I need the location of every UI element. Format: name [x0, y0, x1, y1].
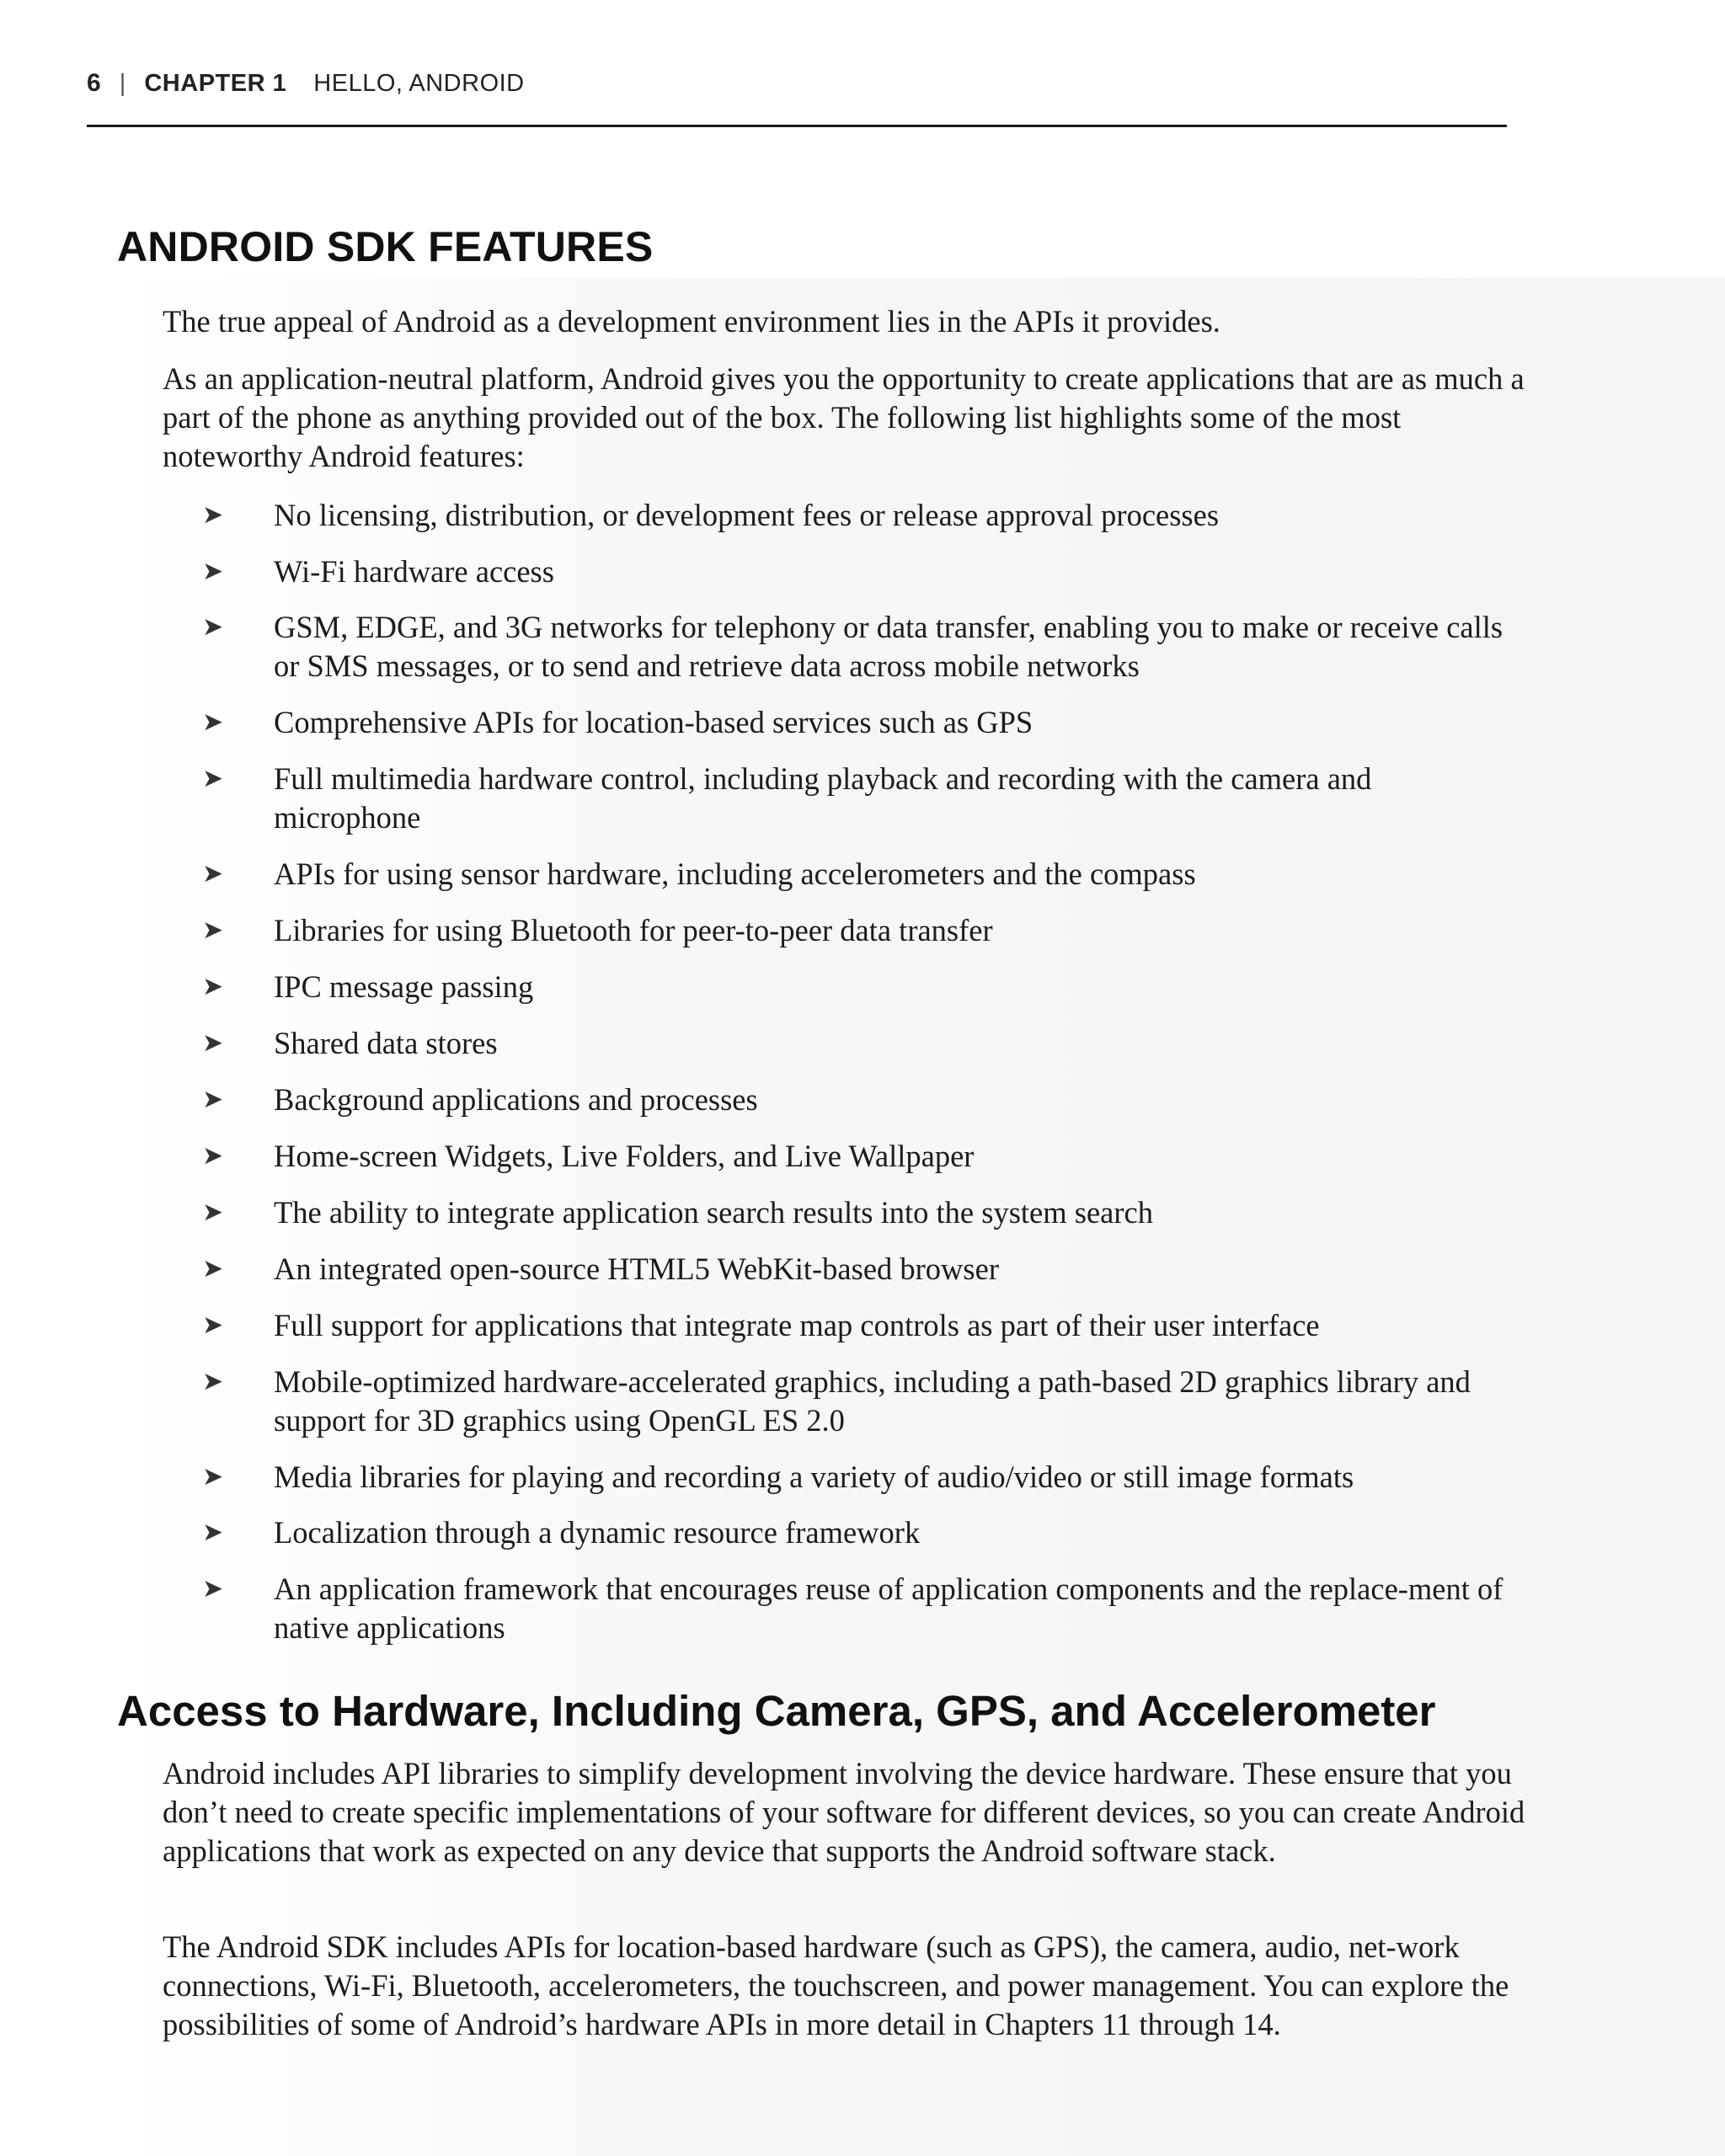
arrow-bullet-icon: ➤ — [202, 1254, 224, 1283]
list-item-text: Wi-Fi hardware access — [274, 554, 554, 589]
arrow-bullet-icon: ➤ — [202, 1028, 224, 1058]
list-item-text: Media libraries for playing and recording a variety of audio/video or still image formats — [274, 1460, 1354, 1494]
list-item-text: Home-screen Widgets, Live Folders, and Live Wallpaper — [274, 1139, 975, 1173]
subsection-title: Access to Hardware, Including Camera, GPS, and Accelerometer — [117, 1687, 1436, 1735]
hardware-paragraph-1: Android includes API libraries to simplify development involving the device hardware. These ensure that you don’t need to create specific implementations of your software for different devices, so you can create Android applications that work as expected on any device that supports the Android software stack. — [163, 1756, 1525, 1868]
section-title: ANDROID SDK FEATURES — [117, 223, 654, 270]
intro-paragraph: The true appeal of Android as a development environment lies in the APIs it provides. — [163, 304, 1220, 339]
arrow-bullet-icon: ➤ — [202, 1085, 224, 1114]
arrow-bullet-icon: ➤ — [202, 1310, 224, 1340]
arrow-bullet-icon: ➤ — [202, 1198, 224, 1227]
hardware-paragraph-2: The Android SDK includes APIs for location-based hardware (such as GPS), the camera, audio, net-work connections, Wi-Fi, Bluetooth, accelerometers, the touchscreen, and power management. You can explore the possibilities of some of Android’s hardware APIs in more detail in Chapters 11 through 14. — [163, 1929, 1509, 2041]
list-item-text: Shared data stores — [274, 1026, 498, 1060]
arrow-bullet-icon: ➤ — [202, 764, 224, 793]
arrow-bullet-icon: ➤ — [202, 915, 224, 945]
arrow-bullet-icon: ➤ — [202, 1574, 224, 1604]
running-head — [87, 69, 525, 98]
list-item-text: Mobile-optimized hardware-accelerated graphics, including a path-based 2D graphics library and support for 3D graphics using OpenGL ES 2.0 — [274, 1364, 1471, 1438]
arrow-bullet-icon: ➤ — [202, 859, 224, 889]
chapter-label: CHAPTER 1 — [144, 70, 287, 97]
header-separator: | — [119, 70, 126, 97]
page-number: 6 — [87, 69, 101, 97]
list-item-text: IPC message passing — [274, 969, 534, 1004]
header-rule — [87, 125, 1507, 127]
arrow-bullet-icon: ➤ — [202, 557, 224, 586]
list-item-text: An application framework that encourages reuse of application components and the replace-ment of native applications — [274, 1572, 1503, 1645]
platform-paragraph: As an application-neutral platform, Android gives you the opportunity to create applications that are as much a part of the phone as anything provided out of the box. The following list highlights some of the most noteworthy Android features: — [163, 361, 1525, 473]
list-item-text: The ability to integrate application search results into the system search — [274, 1195, 1153, 1230]
list-item-text: An integrated open-source HTML5 WebKit-based browser — [274, 1251, 999, 1286]
list-item-text: Full support for applications that integrate map controls as part of their user interface — [274, 1308, 1320, 1342]
list-item-text: Libraries for using Bluetooth for peer-to-peer data transfer — [274, 913, 993, 947]
arrow-bullet-icon: ➤ — [202, 1141, 224, 1171]
arrow-bullet-icon: ➤ — [202, 500, 224, 530]
list-item-text: Full multimedia hardware control, including playback and recording with the camera and microphone — [274, 761, 1372, 835]
arrow-bullet-icon: ➤ — [202, 707, 224, 737]
arrow-bullet-icon: ➤ — [202, 972, 224, 1001]
arrow-bullet-icon: ➤ — [202, 1462, 224, 1492]
list-item-text: Comprehensive APIs for location-based services such as GPS — [274, 705, 1033, 739]
list-item-text: GSM, EDGE, and 3G networks for telephony or data transfer, enabling you to make or receive calls or SMS messages, or to send and retrieve data across mobile networks — [274, 610, 1503, 683]
chapter-title: HELLO, ANDROID — [313, 70, 525, 97]
list-item-text: APIs for using sensor hardware, including accelerometers and the compass — [274, 857, 1196, 891]
arrow-bullet-icon: ➤ — [202, 612, 224, 642]
list-item-text: No licensing, distribution, or development fees or release approval processes — [274, 498, 1220, 532]
list-item-text: Localization through a dynamic resource framework — [274, 1515, 921, 1550]
arrow-bullet-icon: ➤ — [202, 1367, 224, 1396]
arrow-bullet-icon: ➤ — [202, 1518, 224, 1547]
list-item-text: Background applications and processes — [274, 1082, 758, 1117]
